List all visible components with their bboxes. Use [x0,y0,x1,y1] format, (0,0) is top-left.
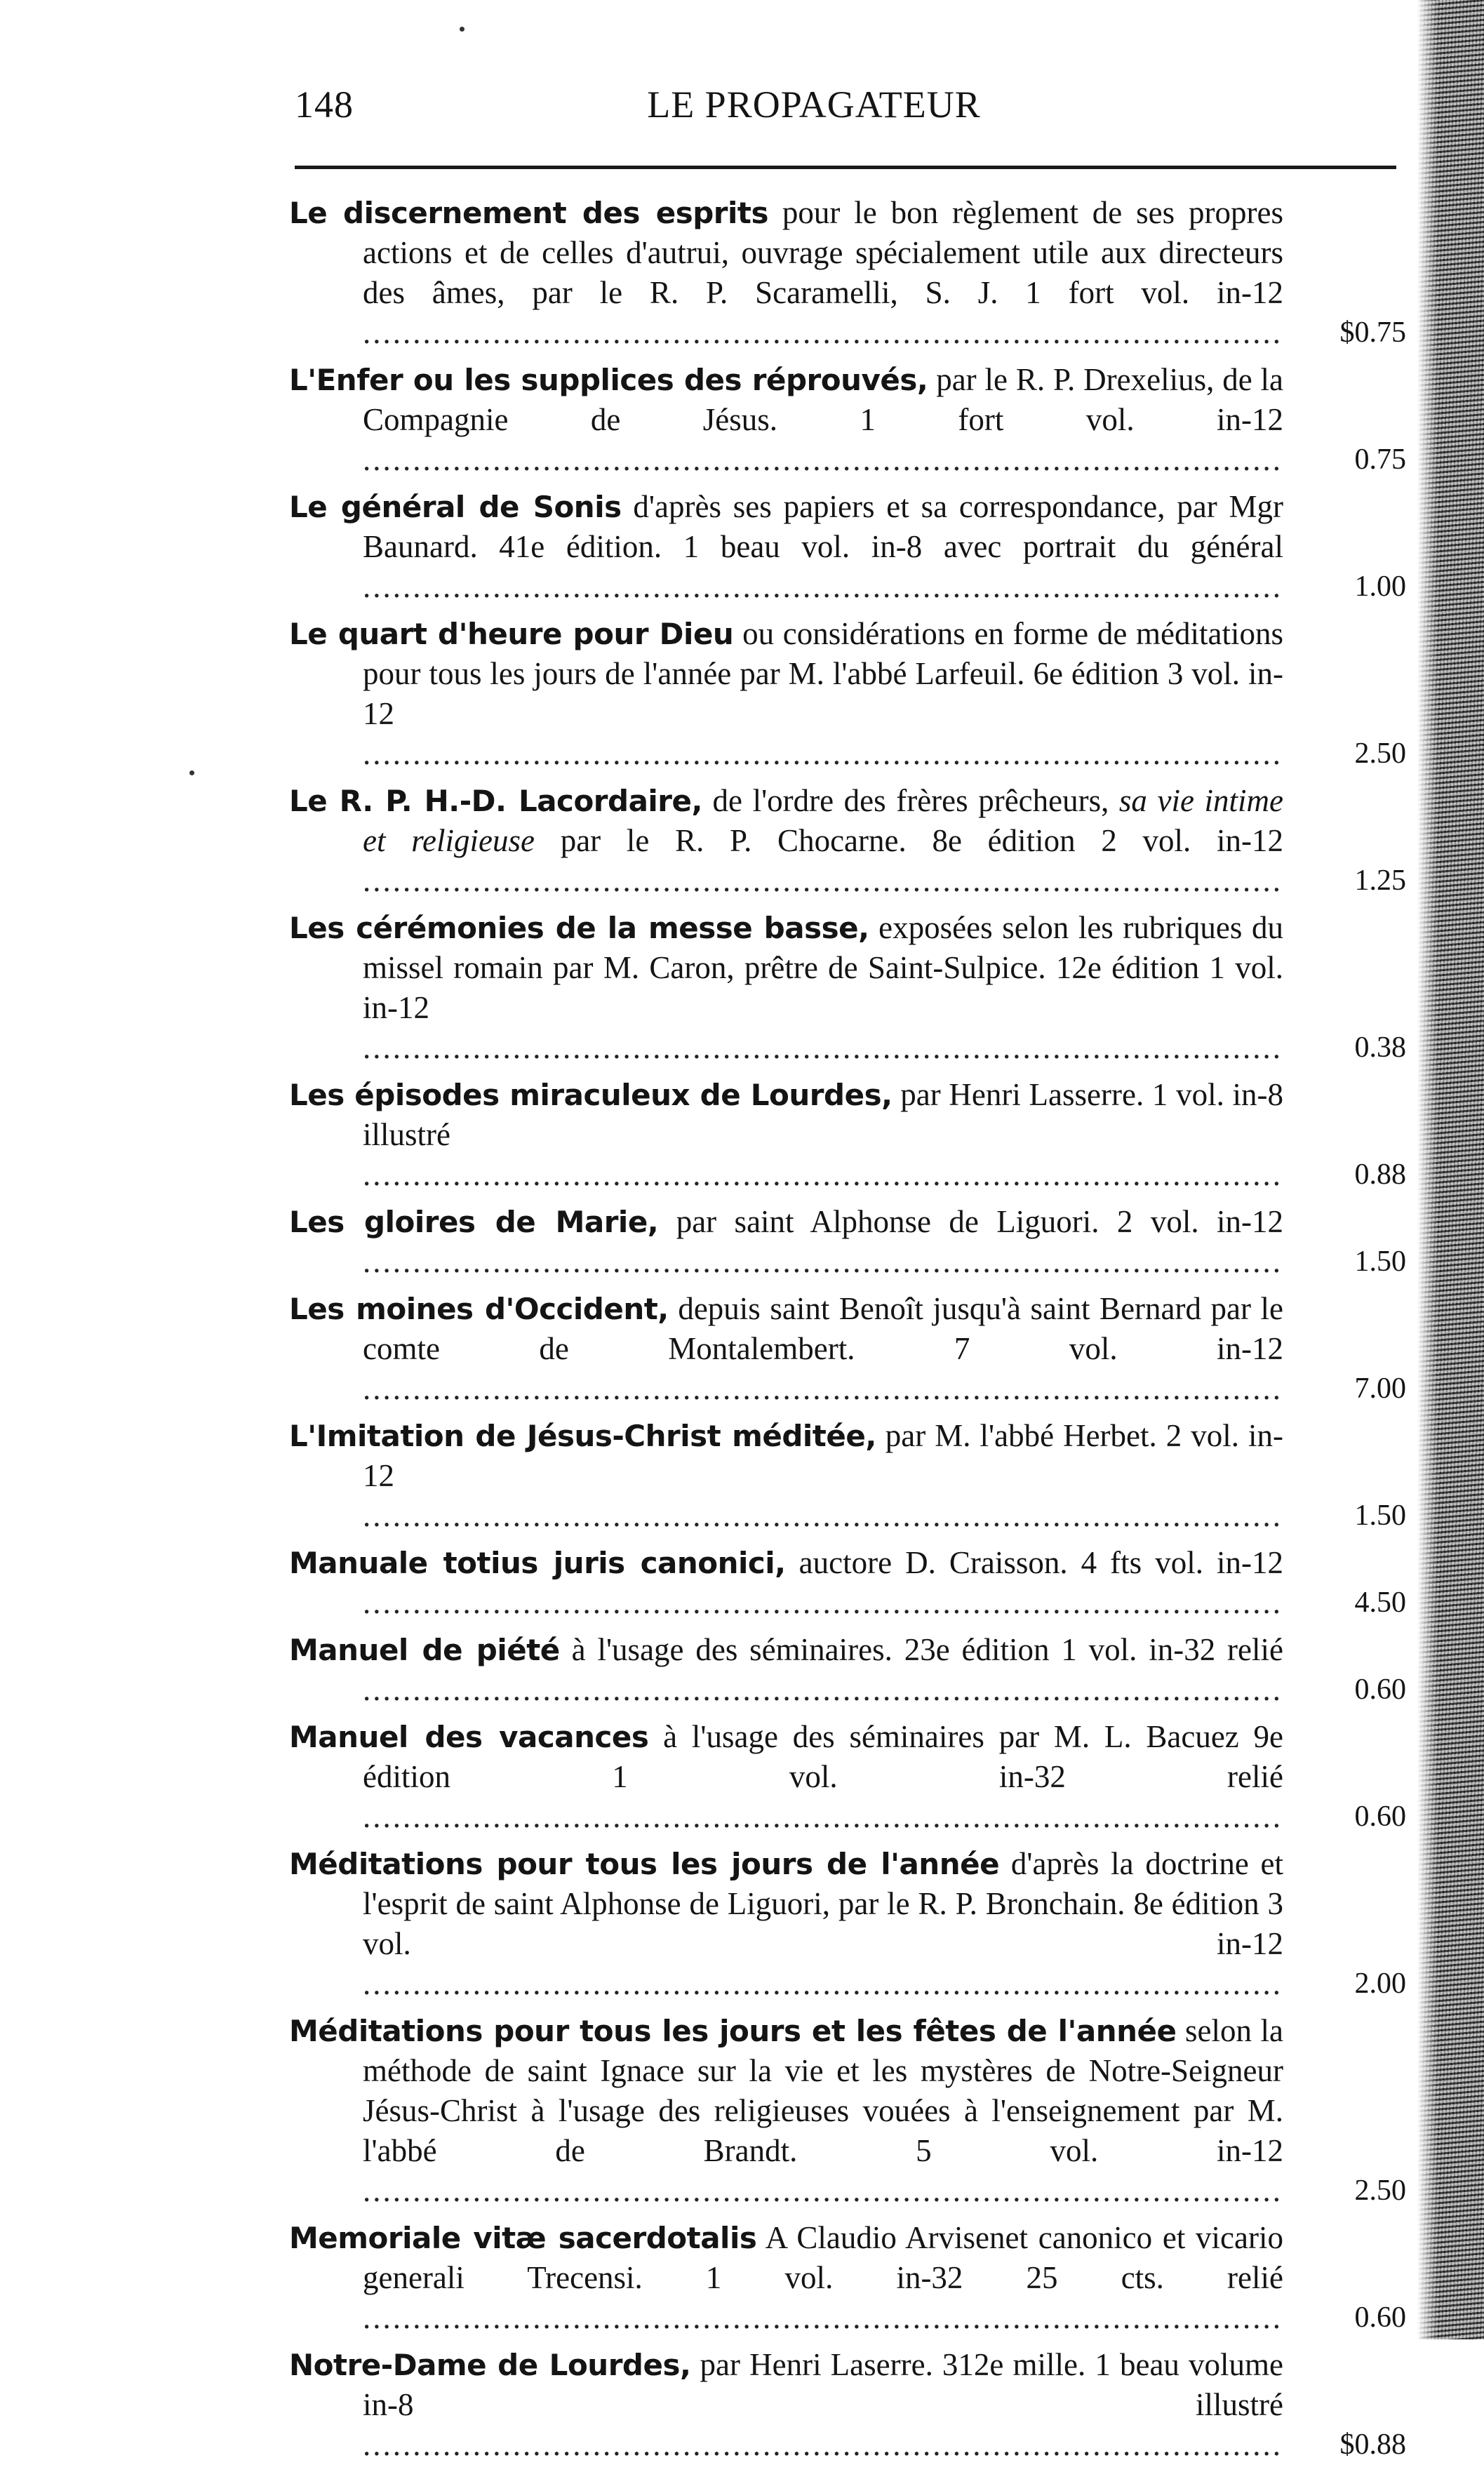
book-price: 0.60 [1283,2298,1406,2338]
dot-leader [363,1371,1406,1406]
book-price: $0.75 [1283,313,1406,353]
book-price: $0.88 [1283,2425,1406,2465]
book-title: Manuel de piété [289,1633,560,1667]
catalog-entry [289,614,1406,774]
book-subtitle-italic: sa vie intime et religieuse [363,783,1283,858]
book-title: Manuel des vacances [289,1720,649,1754]
book-description: auctore D. Craisson. 4 fts vol. in-12 [798,1545,1283,1580]
dot-leader [363,736,1406,771]
catalog-entry [289,1202,1406,1282]
book-description: par Henri Laserre. 312e mille. 1 beau volume in-8 illustré [363,2347,1284,2422]
book-price: 1.00 [1283,567,1406,607]
book-title: Le général de Sonis [289,490,622,524]
speck-mark [460,27,464,32]
book-description: d'après ses papiers et sa correspondance, par Mgr Baunard. 41e édition. 1 beau vol. in-8 avec portrait du général [363,489,1284,564]
catalog-entry [289,2345,1406,2465]
catalog-entry [289,1543,1406,1623]
book-price: 1.25 [1283,861,1406,901]
book-description: par M. l'abbé Herbet. 2 vol. in-12 [363,1418,1283,1493]
catalog-entry [289,1289,1406,1409]
catalog-list [289,193,1406,2472]
book-title: Manuale totius juris canonici, [289,1546,786,1580]
book-price: 0.38 [1283,1028,1406,1068]
book-description: par le R. P. Drexelius, de la Compagnie de Jésus. 1 fort vol. in-12 [363,362,1284,437]
book-price: 0.88 [1283,1155,1406,1195]
dot-leader [363,2300,1406,2335]
dot-leader [363,1498,1406,1533]
catalog-entry [289,1717,1406,1837]
book-title: L'Imitation de Jésus-Christ méditée, [289,1419,876,1453]
catalog-entry [289,908,1406,1068]
book-price: 0.60 [1283,1797,1406,1837]
dot-leader [363,1244,1406,1279]
page-number: 148 [295,83,354,126]
catalog-entry [289,1075,1406,1195]
dot-leader [363,1966,1406,2001]
catalog-entry [289,193,1406,353]
book-title: Les gloires de Marie, [289,1205,659,1239]
book-description: par Henri Lasserre. 1 vol. in-8 illustré [363,1077,1284,1152]
book-title: Notre-Dame de Lourdes, [289,2348,691,2382]
book-price: 2.50 [1283,2171,1406,2211]
catalog-entry [289,1630,1406,1710]
dot-leader [363,2427,1406,2462]
book-price: 1.50 [1283,1496,1406,1536]
catalog-entry [289,781,1406,901]
book-description-prefix: de l'ordre des frères prêcheurs, [712,783,1109,818]
book-title: Les cérémonies de la messe basse, [289,911,869,945]
book-title: Les moines d'Occident, [289,1292,669,1326]
book-price: 2.50 [1283,734,1406,774]
book-price: 4.50 [1283,1583,1406,1623]
dot-leader [363,1157,1406,1192]
header-rule [295,166,1396,169]
book-price: 0.75 [1283,440,1406,480]
book-description: exposées selon les rubriques du missel romain par M. Caron, prêtre de Saint-Sulpice. 12e édition 1 vol. in-12 [363,910,1283,1025]
dot-leader [363,2173,1406,2208]
catalog-entry [289,1416,1406,1536]
dot-leader [363,1672,1406,1707]
catalog-entry [289,2011,1406,2211]
dot-leader [363,863,1406,898]
book-description: par le R. P. Chocarne. 8e édition 2 vol. in-12 [560,823,1283,858]
dot-leader [363,315,1406,350]
book-price: 0.60 [1283,1670,1406,1710]
running-title: LE PROPAGATEUR [647,83,981,126]
book-description: à l'usage des séminaires. 23e édition 1 vol. in-32 relié [571,1632,1283,1667]
book-price: 1.50 [1283,1242,1406,1282]
book-description: pour le bon règlement de ses propres actions et de celles d'autrui, ouvrage spécialement utile aux directeurs des âmes, par le R. P. Scaramelli, S. J. 1 fort vol. in-12 [363,195,1283,310]
dot-leader [363,442,1406,477]
book-title: Les épisodes miraculeux de Lourdes, [289,1078,893,1112]
book-description: d'après la doctrine et l'esprit de saint Alphonse de Liguori, par le R. P. Bronchain. 8e édition 3 vol. in-12 [363,1846,1284,1961]
catalog-entry [289,2218,1406,2338]
dot-leader [363,1799,1406,1834]
scanned-page-edge [1417,0,1484,2339]
speck-mark [189,770,194,775]
book-price: 7.00 [1283,1369,1406,1409]
dot-leader [363,1030,1406,1065]
page-header [295,83,1333,139]
book-description: depuis saint Benoît jusqu'à saint Bernard par le comte de Montalembert. 7 vol. in-12 [363,1291,1283,1366]
book-title: Le discernement des esprits [289,196,768,230]
dot-leader [363,569,1406,604]
catalog-entry [289,487,1406,607]
book-price: 2.00 [1283,1964,1406,2004]
catalog-entry [289,1844,1406,2004]
book-title: Méditations pour tous les jours de l'année [289,1847,1000,1881]
book-title: Le quart d'heure pour Dieu [289,617,734,651]
book-description: selon la méthode de saint Ignace sur la vie et les mystères de Notre-Seigneur Jésus-Christ à l'usage des religieuses vouées à l'enseignement par M. l'abbé de Brandt. 5 vol. in-12 [363,2013,1283,2168]
book-description: ou considérations en forme de méditations pour tous les jours de l'année par M. l'abbé Larfeuil. 6e édition 3 vol. in-12 [363,616,1283,731]
book-title: Memoriale vitæ sacerdotalis [289,2221,757,2255]
book-description: par saint Alphonse de Liguori. 2 vol. in-12 [676,1204,1283,1239]
book-title: Méditations pour tous les jours et les fêtes de l'année [289,2014,1177,2048]
book-title: Le R. P. H.-D. Lacordaire, [289,784,702,818]
book-description: A Claudio Arvisenet canonico et vicario generali Trecensi. 1 vol. in-32 25 cts. relié [363,2220,1283,2295]
book-title: L'Enfer ou les supplices des réprouvés, [289,363,928,397]
book-description: à l'usage des séminaires par M. L. Bacuez 9e édition 1 vol. in-32 relié [363,1719,1284,1794]
catalog-entry [289,360,1406,480]
dot-leader [363,1585,1406,1620]
